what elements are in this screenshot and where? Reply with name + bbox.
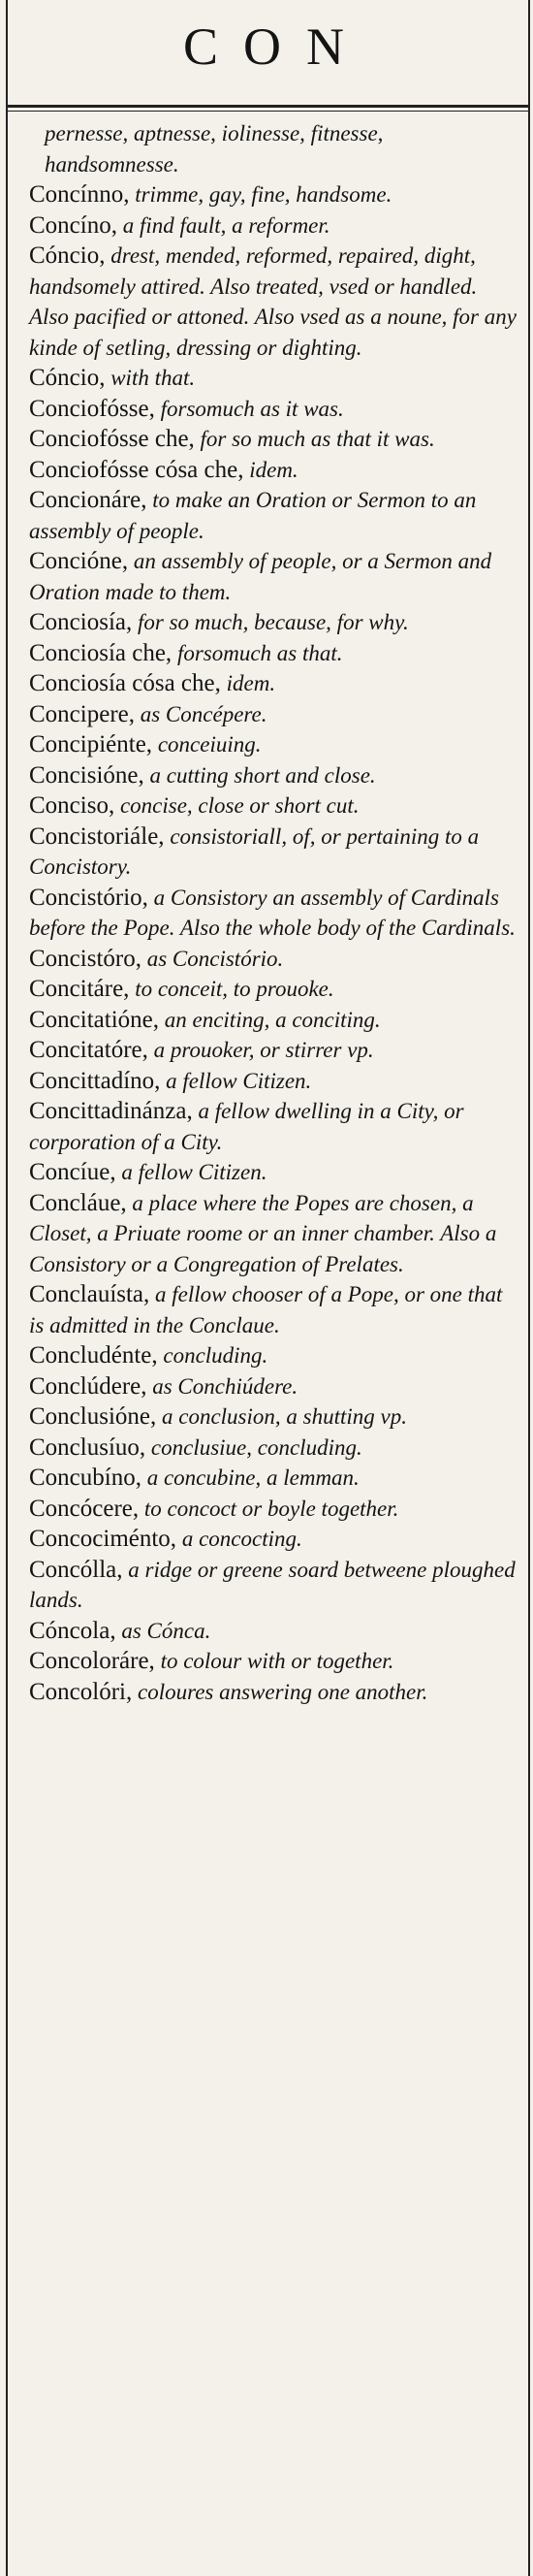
- dictionary-entry: [29, 1188, 517, 1280]
- entry-definition: an assembly of people, or a Sermon and Oration made to them.: [29, 549, 492, 604]
- dictionary-entry: [29, 1157, 517, 1188]
- entry-definition: to make an Oration or Sermon to an assembly of people.: [29, 488, 477, 543]
- dictionary-entry: [29, 760, 517, 791]
- entry-headword: Concisióne,: [29, 761, 144, 789]
- entry-definition: a fellow Citizen.: [160, 1068, 312, 1093]
- entry-headword: Concociménto,: [29, 1526, 177, 1552]
- left-border-rule: [6, 0, 8, 2576]
- dictionary-entry: [29, 1433, 517, 1464]
- entry-definition: a Consistory an assembly of Cardinals before the Pope. Also the whole body of the Cardinals.: [29, 885, 516, 940]
- entry-definition: a cutting short and close.: [143, 762, 376, 788]
- dictionary-entry: [29, 1279, 517, 1340]
- dictionary-entry: [29, 1646, 517, 1677]
- entry-definition: coloures answering one another.: [132, 1679, 428, 1704]
- dictionary-entry: [29, 1524, 517, 1555]
- entry-headword: Concistório,: [29, 884, 148, 911]
- entry-headword: Cóncola,: [29, 1617, 116, 1644]
- dictionary-entry: [29, 424, 517, 455]
- page-header: CON: [182, 17, 369, 76]
- entry-headword: Concubíno,: [29, 1465, 141, 1491]
- dictionary-entry: [29, 179, 517, 210]
- entry-definition: a place where the Popes are chosen, a Closet, a Priuate roome or an inner chamber. Also a Consistory or a Congregation of Prelates.: [29, 1190, 497, 1276]
- entry-headword: Concióne,: [29, 548, 129, 574]
- entry-headword: Conclusióne,: [29, 1403, 157, 1430]
- entry-definition: for so much as that it was.: [194, 427, 435, 451]
- entry-headword: Concitatióne,: [29, 1006, 159, 1033]
- entry-headword: Concínno,: [29, 181, 130, 208]
- entry-definition: with that.: [105, 366, 196, 390]
- dictionary-entry: [29, 729, 517, 760]
- entry-headword: Concitatóre,: [29, 1037, 148, 1063]
- entry-headword: Conciosía che,: [29, 639, 172, 666]
- entry-headword: Concittadinánza,: [29, 1098, 193, 1124]
- entry-definition: a concocting.: [176, 1527, 302, 1551]
- dictionary-entry: [29, 1616, 517, 1647]
- entry-definition: trimme, gay, fine, handsome.: [129, 182, 392, 207]
- dictionary-entry: [29, 883, 517, 944]
- dictionary-entry: [29, 363, 517, 394]
- entry-definition: conceiuing.: [152, 732, 262, 757]
- entry-definition: as Cónca.: [115, 1618, 211, 1643]
- entry-definition: to conceit, to prouoke.: [129, 977, 334, 1001]
- dictionary-entry: [29, 1340, 517, 1371]
- entry-headword: Concolóri,: [29, 1678, 133, 1705]
- entry-definition: forsomuch as it was.: [154, 396, 344, 421]
- dictionary-entry: [29, 241, 517, 363]
- entry-definition: a find fault, a reformer.: [116, 212, 330, 238]
- dictionary-entry: [29, 1677, 517, 1708]
- entry-headword: Conclúdere,: [29, 1372, 147, 1400]
- entry-headword: Conclauísta,: [29, 1281, 150, 1307]
- header-rule-thin: [6, 111, 530, 112]
- dictionary-entry: [29, 1555, 517, 1616]
- entry-definition: as Concépere.: [134, 701, 267, 726]
- dictionary-entry: [29, 455, 517, 486]
- header-rule: [6, 105, 530, 108]
- entry-definition: a conclusion, a shutting vp.: [156, 1404, 407, 1429]
- entry-headword: Conclusíuo,: [29, 1433, 146, 1461]
- dictionary-entry: [29, 210, 517, 242]
- entry-definition: consistoriall, of, or pertaining to a Concistory.: [29, 823, 480, 879]
- dictionary-entry: [29, 394, 517, 425]
- dictionary-entry: [29, 1401, 517, 1433]
- entry-definition: as Concistório.: [141, 946, 284, 971]
- dictionary-entry: [29, 974, 517, 1005]
- entry-headword: Concólla,: [29, 1556, 123, 1583]
- entry-definition: a fellow chooser of a Pope, or one that is admitted in the Conclaue.: [29, 1282, 503, 1337]
- entry-definition: a ridge or greene soard betweene ploughed lands.: [29, 1557, 516, 1612]
- entry-headword: Conciofósse,: [29, 395, 155, 422]
- entry-definition: a fellow Citizen.: [115, 1160, 267, 1184]
- entry-headword: Concíue,: [29, 1159, 116, 1185]
- entry-definition: to colour with or together.: [154, 1649, 394, 1673]
- entry-headword: Concipere,: [29, 700, 135, 727]
- dictionary-entry: [29, 1066, 517, 1097]
- entry-definition: forsomuch as that.: [172, 640, 343, 665]
- dictionary-entry: [29, 1463, 517, 1494]
- dictionary-entry: [29, 944, 517, 975]
- entry-definition: a prouoker, or stirrer vp.: [147, 1038, 374, 1062]
- entry-headword: Concócere,: [29, 1495, 140, 1522]
- entry-definition: concluding.: [157, 1343, 268, 1368]
- entry-definition: pernesse, aptnesse, iolinesse, fitnesse, handsomnesse.: [45, 121, 384, 177]
- entry-definition: a fellow dwelling in a City, or corporation of a City.: [29, 1099, 464, 1154]
- dictionary-entry: [29, 638, 517, 669]
- dictionary-entry: [29, 485, 517, 546]
- dictionary-entry: [29, 1494, 517, 1525]
- dictionary-entry: [29, 546, 517, 607]
- entry-definition: drest, mended, reformed, repaired, dight, handsomely attired. Also treated, vsed or handled. Also pacified or attoned. Also vsed as a noune, for any kinde of setling, dressing or dighting.: [29, 243, 517, 360]
- entry-headword: Concíno,: [29, 211, 117, 239]
- entry-headword: Concoloráre,: [29, 1648, 155, 1674]
- entry-headword: Conciosía cósa che,: [29, 670, 221, 696]
- dictionary-entry: [29, 699, 517, 730]
- entry-definition: conclusiue, concluding.: [145, 1434, 362, 1460]
- entry-definition: a concubine, a lemman.: [141, 1465, 360, 1490]
- entry-definition: idem.: [243, 457, 298, 482]
- dictionary-entry: [45, 118, 517, 179]
- entry-headword: Cóncio,: [29, 242, 106, 269]
- dictionary-entry: [29, 1005, 517, 1036]
- entry-definition: concise, close or short cut.: [114, 793, 360, 818]
- entry-headword: Concludénte,: [29, 1342, 158, 1368]
- entry-headword: Concistoriále,: [29, 822, 165, 850]
- entry-headword: Conciso,: [29, 792, 115, 819]
- entry-headword: Conciofósse che,: [29, 426, 195, 452]
- entry-headword: Conciofósse cósa che,: [29, 456, 244, 483]
- entry-headword: Concipiénte,: [29, 731, 153, 757]
- entry-definition: to concoct or boyle together.: [139, 1496, 399, 1521]
- dictionary-entry: [29, 790, 517, 821]
- right-border-rule: [528, 0, 530, 2576]
- dictionary-entry: [29, 1371, 517, 1402]
- entry-definition: as Conchiúdere.: [146, 1373, 298, 1399]
- entry-headword: Concitáre,: [29, 976, 130, 1002]
- entry-definition: idem.: [220, 671, 276, 695]
- entry-headword: Conciosía,: [29, 609, 133, 635]
- dictionary-entry: [29, 1035, 517, 1066]
- entry-list: [29, 118, 517, 1707]
- entry-headword: Concittadíno,: [29, 1067, 161, 1094]
- dictionary-entry: [29, 1096, 517, 1157]
- entry-headword: Concistóro,: [29, 945, 141, 972]
- dictionary-entry: [29, 821, 517, 883]
- entry-definition: an enciting, a conciting.: [159, 1007, 381, 1032]
- entry-headword: Cóncio,: [29, 365, 106, 391]
- dictionary-entry: [29, 668, 517, 699]
- entry-definition: for so much, because, for why.: [132, 610, 409, 634]
- dictionary-entry: [29, 607, 517, 638]
- entry-headword: Concláue,: [29, 1189, 127, 1216]
- entry-headword: Concionáre,: [29, 487, 147, 513]
